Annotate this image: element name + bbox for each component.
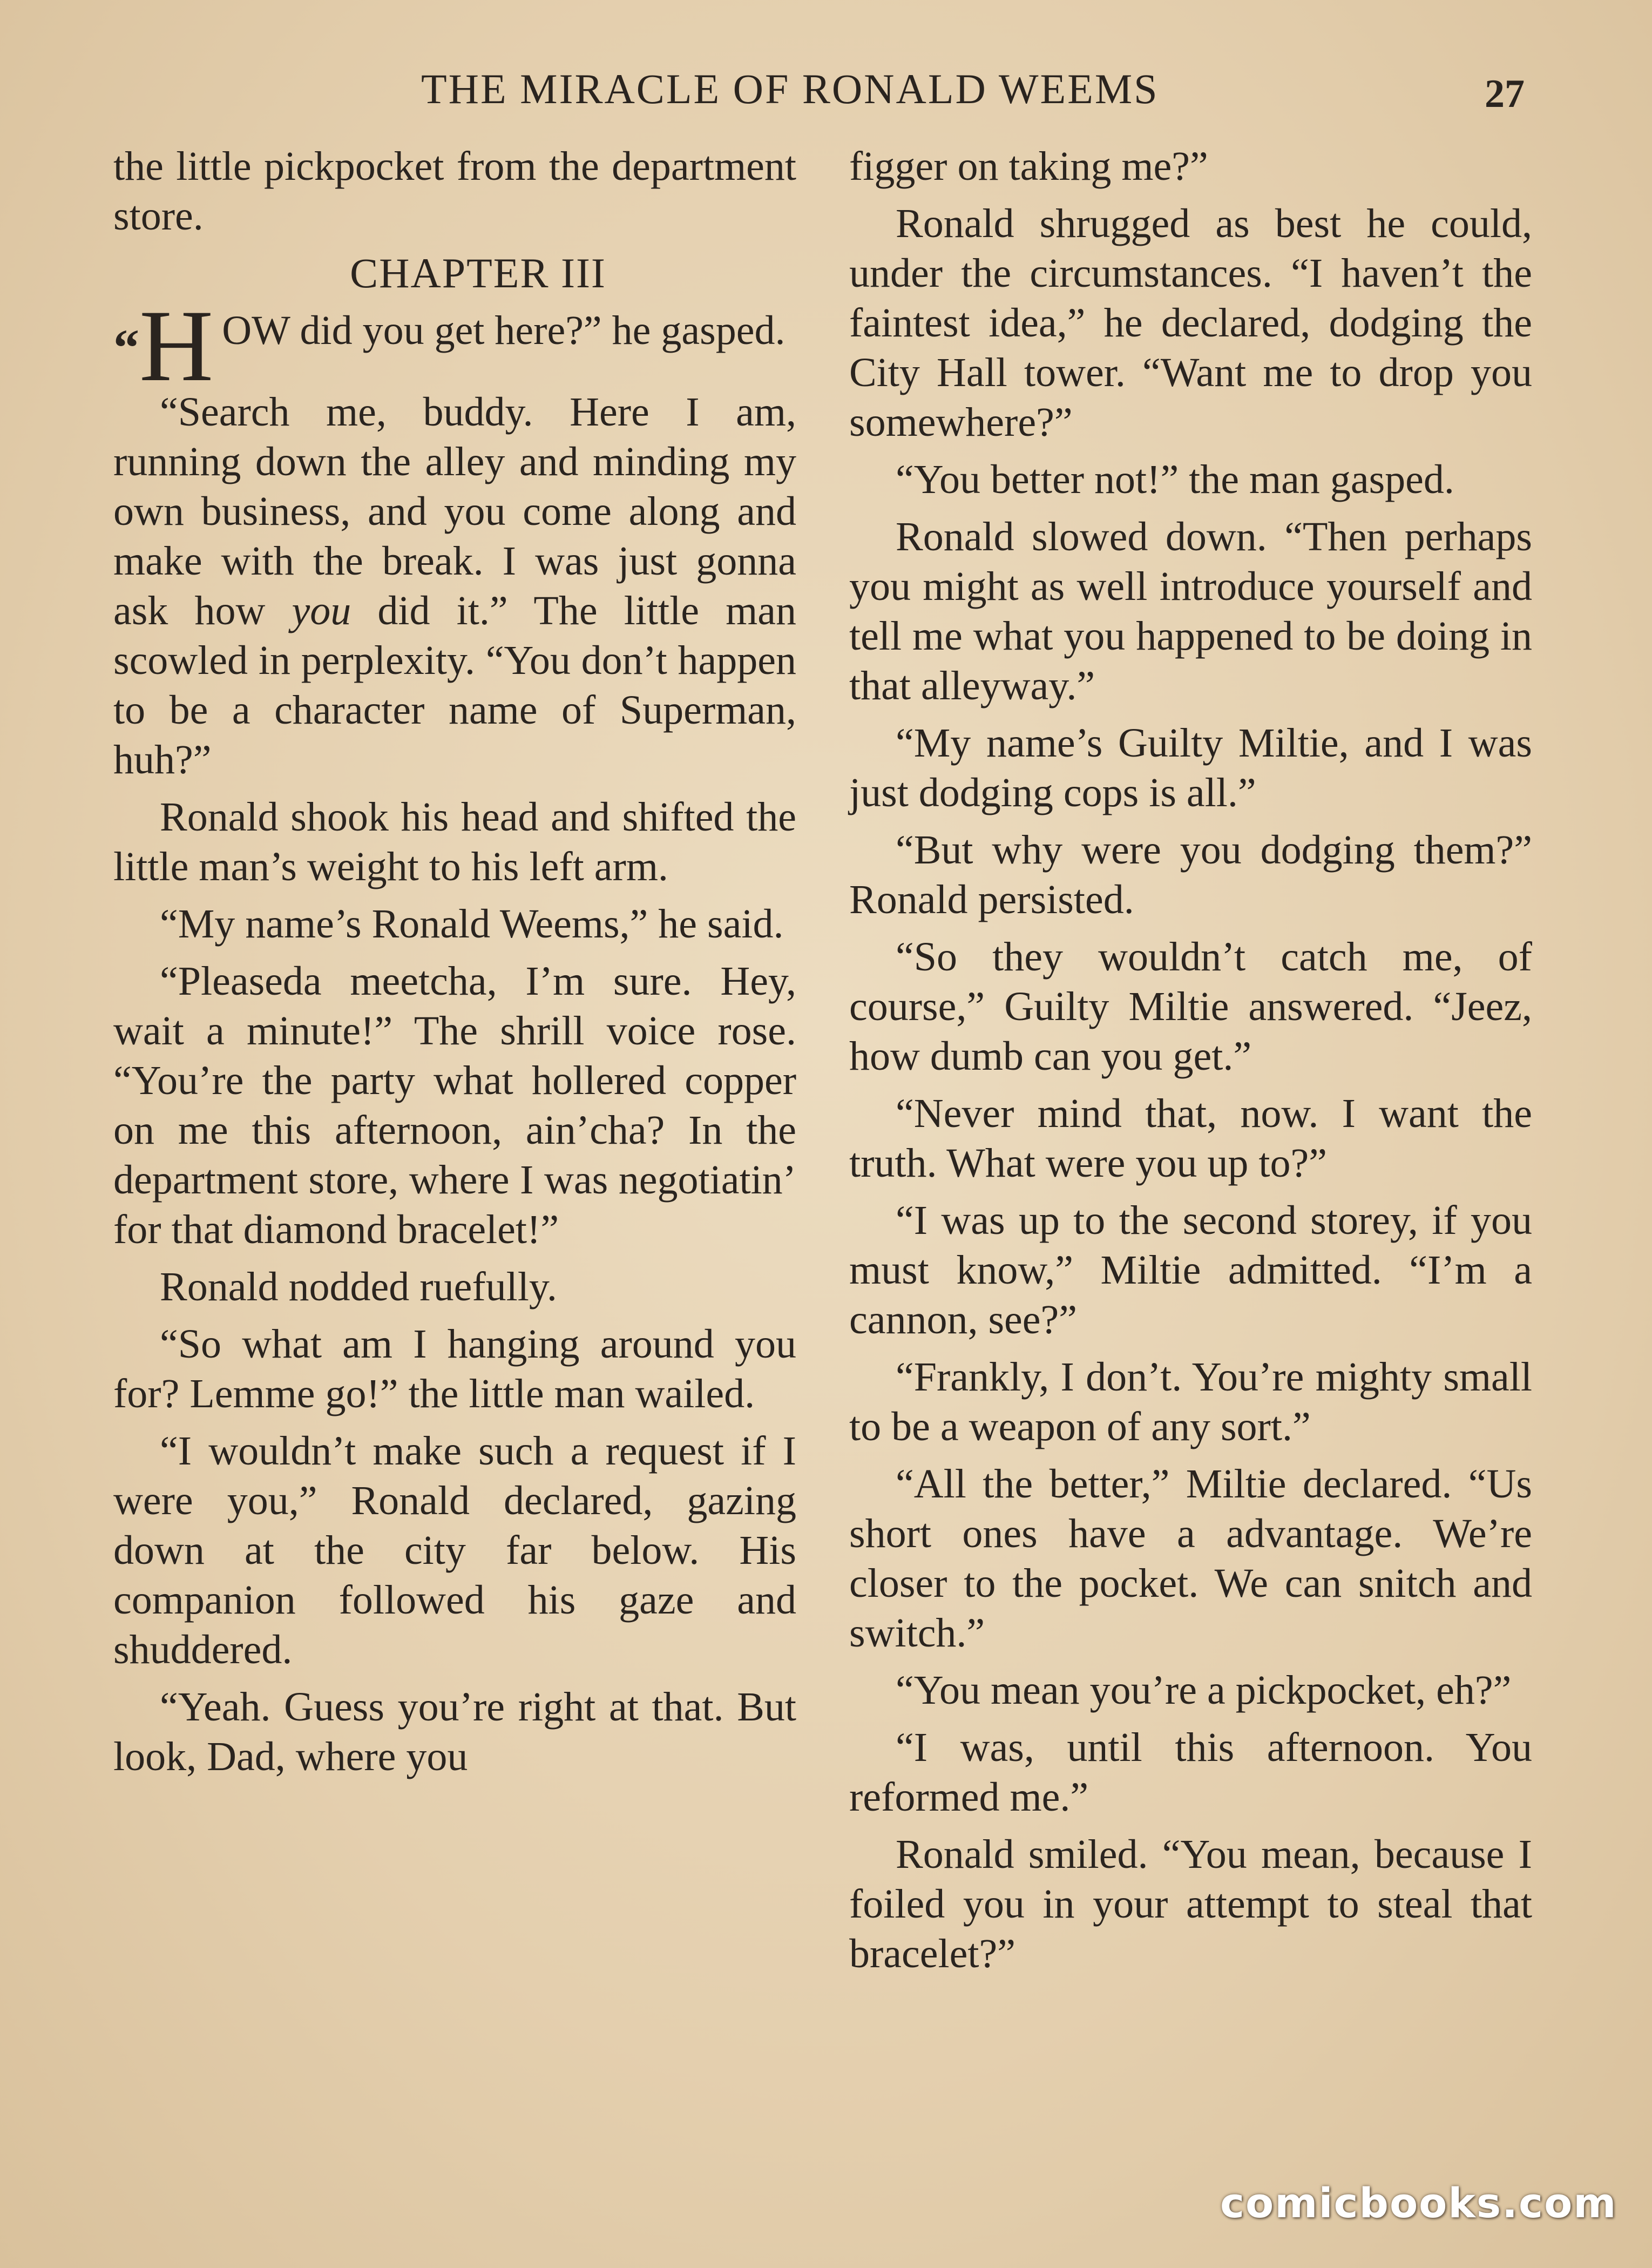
paragraph: figger on taking me?” bbox=[849, 144, 1208, 189]
opening-quote-mark: “ bbox=[113, 319, 139, 376]
paragraph: “Frankly, I don’t. You’re mighty small to be a weapon of any sort.” bbox=[849, 1354, 1532, 1449]
paragraph: the little pickpocket from the department store. bbox=[113, 144, 796, 239]
paragraph: “You better not!” the man gasped. bbox=[896, 457, 1454, 502]
emphasis-text: you bbox=[292, 588, 351, 633]
paragraph: “Never mind that, now. I want the truth. What were you up to?” bbox=[849, 1091, 1532, 1186]
paragraph: Ronald shook his head and shifted the little man’s weight to his left arm. bbox=[113, 794, 796, 889]
drop-cap-letter: H bbox=[139, 289, 214, 403]
chapter-heading: CHAPTER III bbox=[350, 249, 606, 296]
paragraph: “Yeah. Guess you’re right at that. But look, Dad, where you bbox=[113, 1684, 796, 1779]
paragraph: “My name’s Guilty Miltie, and I was just dodging cops is all.” bbox=[849, 720, 1532, 815]
paragraph: Ronald shrugged as best he could, under the circumstances. “I haven’t the faintest idea,” he declared, dodging the City Hall tower. “Want me to drop you somewhere?” bbox=[849, 201, 1532, 445]
paragraph: “So what am I hanging around you for? Lemme go!” the little man wailed. bbox=[113, 1321, 796, 1416]
left-column bbox=[113, 141, 796, 1789]
paragraph: “Pleaseda meetcha, I’m sure. Hey, wait a minute!” The shrill voice rose. “You’re the party what hollered copper on me this afternoon, ain’cha? In the department store, where I was negotiatin’ for that diamond bracelet!” bbox=[113, 959, 796, 1252]
running-head: THE MIRACLE OF RONALD WEEMS bbox=[421, 65, 1159, 112]
opening-text: OW did you get here?” he gasped. bbox=[222, 308, 786, 353]
paragraph: Ronald nodded ruefully. bbox=[160, 1264, 557, 1310]
right-column bbox=[849, 141, 1532, 1986]
paragraph bbox=[113, 387, 796, 785]
paragraph: “But why were you dodging them?” Ronald persisted. bbox=[849, 827, 1532, 922]
paragraph: “My name’s Ronald Weems,” he said. bbox=[160, 901, 784, 947]
paragraph: “So they wouldn’t catch me, of course,” Guilty Miltie answered. “Jeez, how dumb can you get.” bbox=[849, 934, 1532, 1079]
opening-paragraph bbox=[113, 289, 796, 403]
paragraph: Ronald smiled. “You mean, because I foiled you in your attempt to steal that bracelet?” bbox=[849, 1832, 1532, 1976]
paragraph: “I was, until this afternoon. You reformed me.” bbox=[849, 1725, 1532, 1820]
paragraph: “I was up to the second storey, if you must know,” Miltie admitted. “I’m a cannon, see?” bbox=[849, 1198, 1532, 1342]
paragraph: “I wouldn’t make such a request if I were you,” Ronald declared, gazing down at the city far below. His companion followed his gaze and shuddered. bbox=[113, 1428, 796, 1672]
paragraph: “You mean you’re a pickpocket, eh?” bbox=[896, 1668, 1512, 1713]
drop-cap bbox=[113, 289, 214, 403]
paragraph: “All the better,” Miltie declared. “Us short ones have a advantage. We’re closer to the pocket. We can snitch and switch.” bbox=[849, 1461, 1532, 1656]
watermark: comicbooks.com bbox=[1220, 2179, 1617, 2227]
paragraph-text: “Search me, buddy. Here I am, running down the alley and minding my own business, and you come along and make with the break. I was just gonna ask how bbox=[113, 389, 796, 633]
page-number: 27 bbox=[1485, 72, 1525, 116]
paragraph: Ronald slowed down. “Then perhaps you might as well introduce yourself and tell me what you happened to be doing in that alleyway.” bbox=[849, 514, 1532, 708]
paragraph-text: did it.” The little man scowled in perplexity. “You don’t happen to be a character name of Superman, huh?” bbox=[113, 588, 796, 782]
